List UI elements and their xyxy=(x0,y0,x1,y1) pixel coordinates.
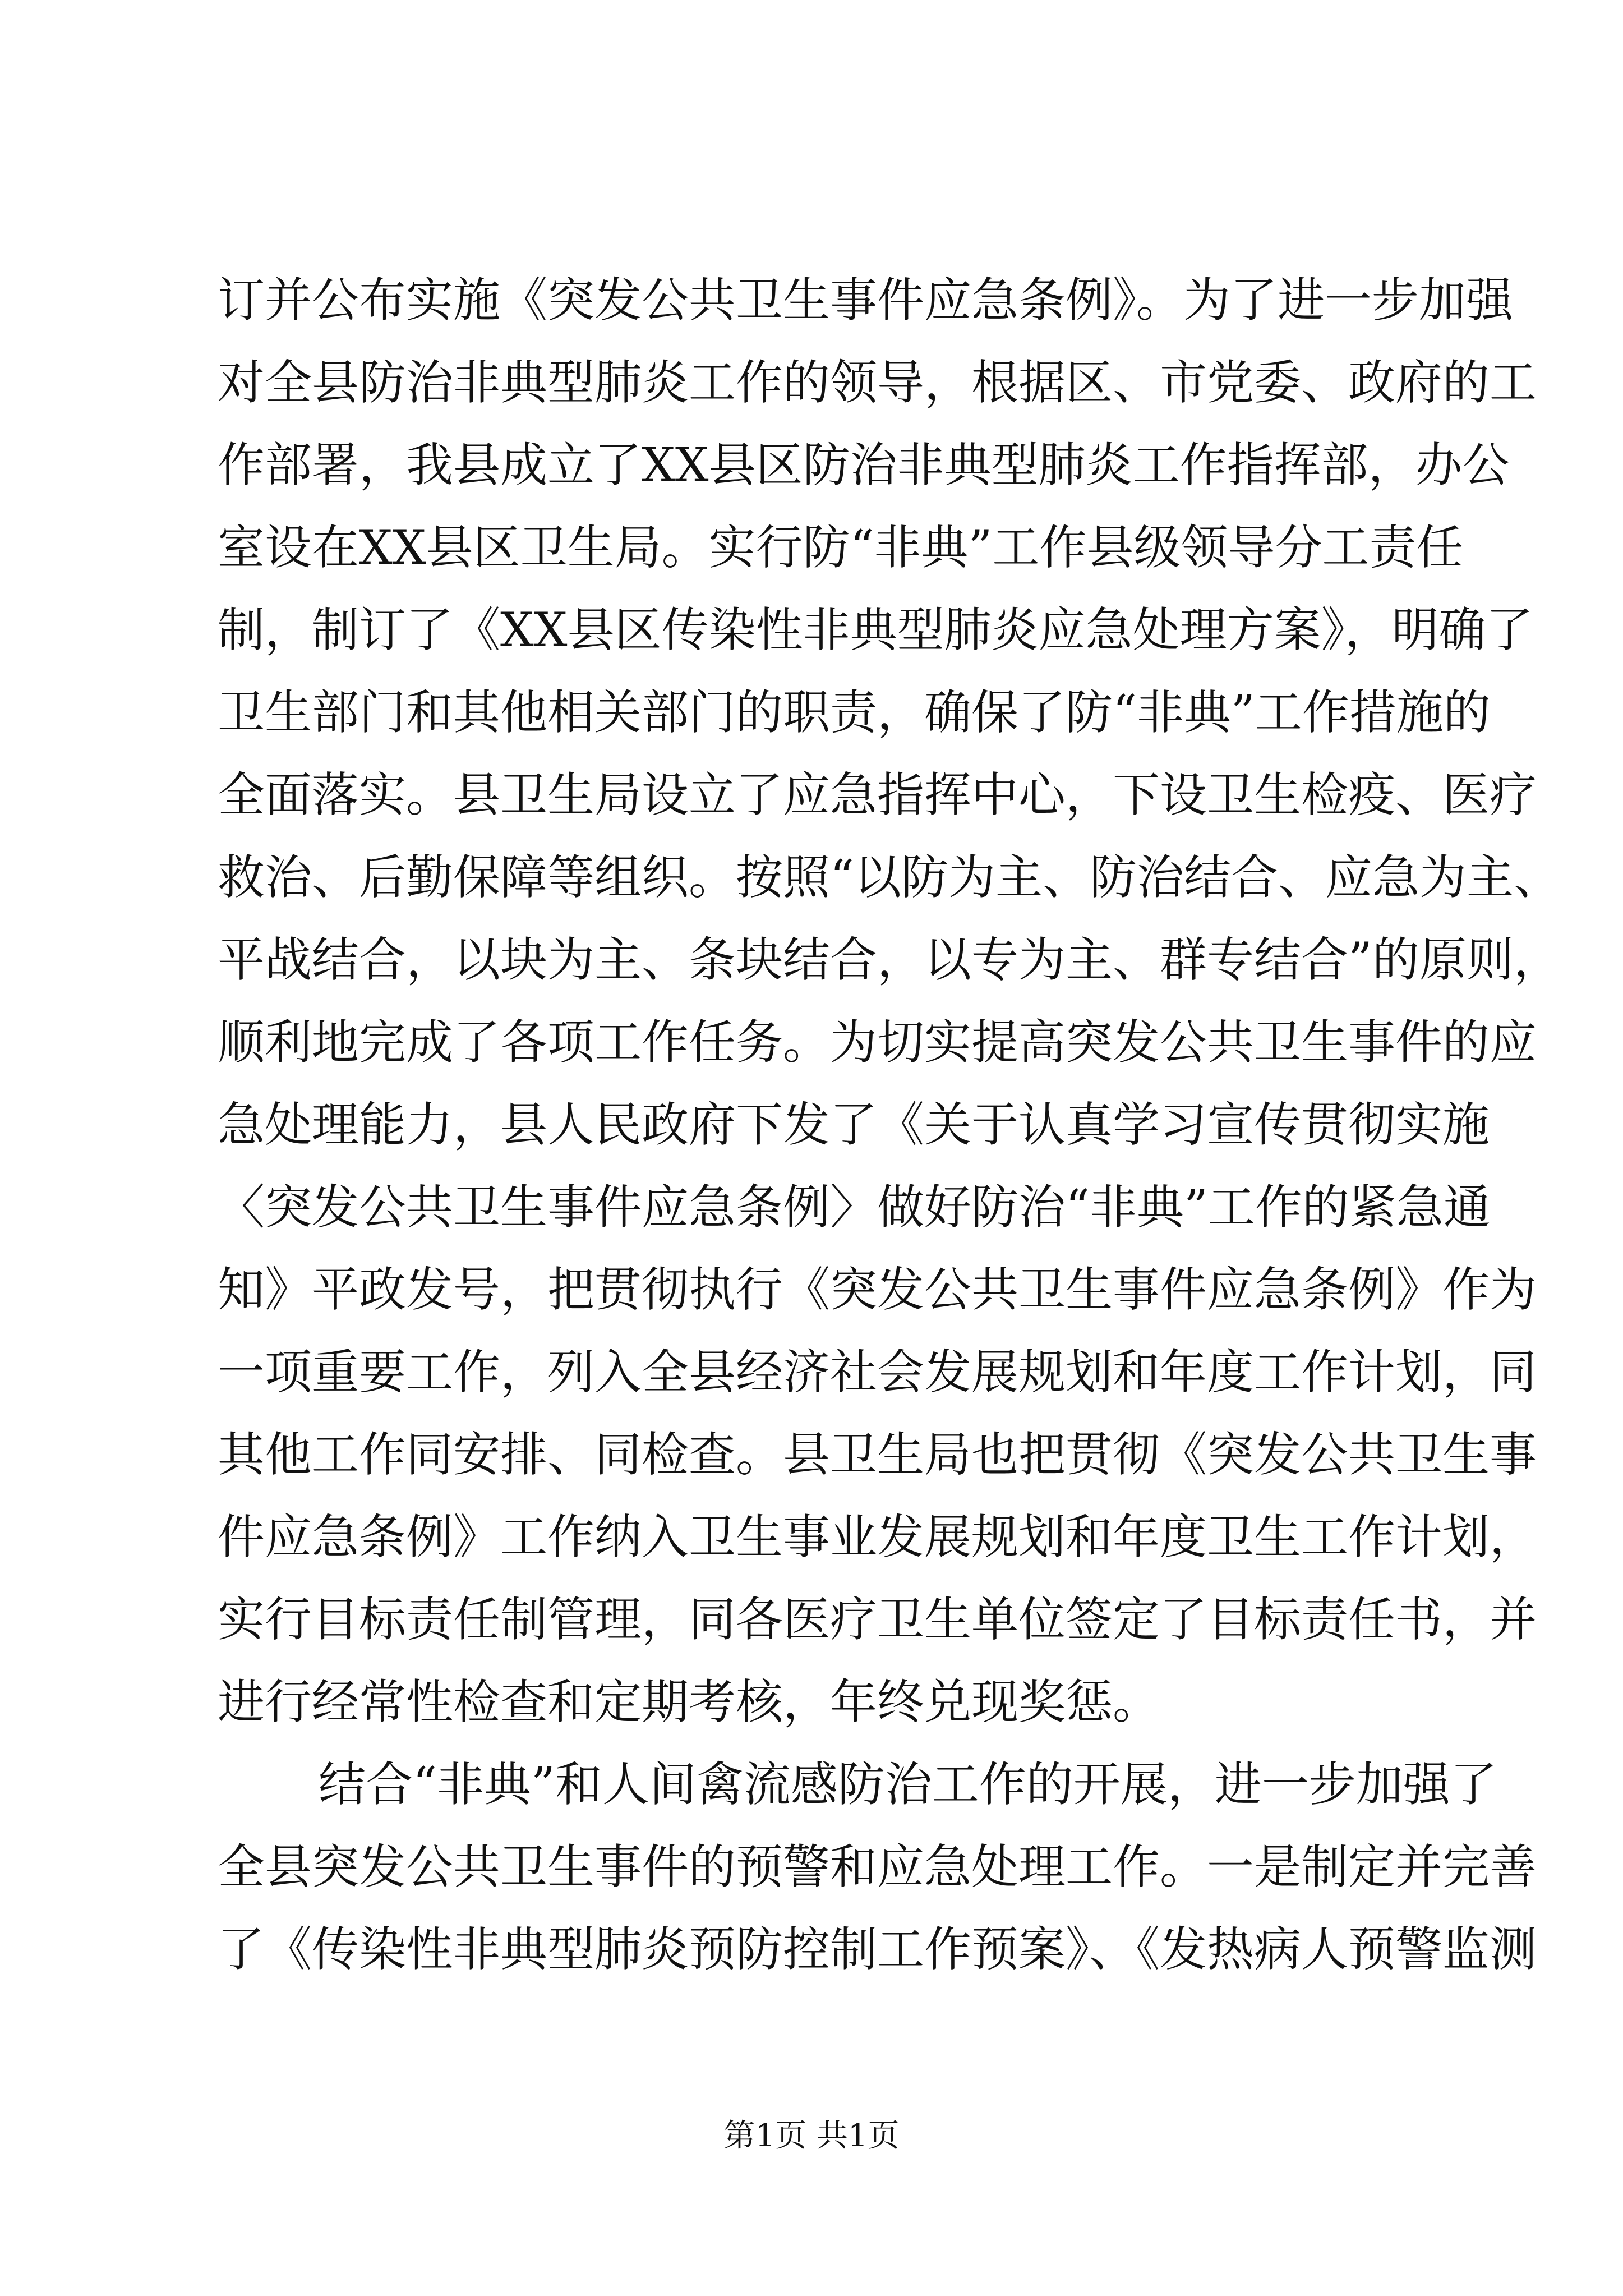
page-footer: 第1页 共1页 xyxy=(723,2118,900,2154)
text-line: 进行经常性检查和定期考核，年终兑现奖惩。 xyxy=(218,1674,1160,1729)
text-line: 订并公布实施《突发公共卫生事件应急条例》。为了进一步加强 xyxy=(218,273,1514,328)
text-line: 对全县防治非典型肺炎工作的领导，根据区、市党委、政府的工 xyxy=(218,355,1537,410)
text-line: 救治、后勤保障等组织。按照“以防为主、防治结合、应急为主、 xyxy=(218,850,1561,905)
text-line: 全县突发公共卫生事件的预警和应急处理工作。一是制定并完善 xyxy=(218,1839,1537,1894)
text-line: 全面落实。县卫生局设立了应急指挥中心，下设卫生检疫、医疗 xyxy=(218,767,1537,822)
text-line: 了《传染性非典型肺炎预防控制工作预案》、《发热病人预警监测 xyxy=(218,1922,1537,1977)
body-text xyxy=(218,259,1561,1991)
text-line: 件应急条例》工作纳入卫生事业发展规划和年度卫生工作计划， xyxy=(218,1510,1537,1565)
text-line: 实行目标责任制管理，同各医疗卫生单位签定了目标责任书，并 xyxy=(218,1592,1537,1647)
text-line: 急处理能力，县人民政府下发了《关于认真学习宣传贯彻实施 xyxy=(218,1097,1490,1152)
text-line: 平战结合，以块为主、条块结合，以专为主、群专结合”的原则， xyxy=(218,932,1561,987)
paragraph-start-line: 结合“非典”和人间禽流感防治工作的开展，进一步加强了 xyxy=(319,1757,1497,1812)
text-line: 顺利地完成了各项工作任务。为切实提高突发公共卫生事件的应 xyxy=(218,1015,1537,1070)
text-line: 室设在XX县区卫生局。实行防“非典”工作县级领导分工责任 xyxy=(218,520,1464,575)
text-line: 卫生部门和其他相关部门的职责，确保了防“非典”工作措施的 xyxy=(218,685,1491,740)
text-line: 其他工作同安排、同检查。县卫生局也把贯彻《突发公共卫生事 xyxy=(218,1427,1537,1482)
text-line: 作部署，我县成立了XX县区防治非典型肺炎工作指挥部，办公 xyxy=(218,438,1510,493)
text-line: 一项重要工作，列入全县经济社会发展规划和年度工作计划，同 xyxy=(218,1345,1537,1400)
text-line: 知》平政发号，把贯彻执行《突发公共卫生事件应急条例》作为 xyxy=(218,1262,1537,1317)
text-line: 制，制订了《XX县区传染性非典型肺炎应急处理方案》，明确了 xyxy=(218,602,1533,657)
text-line: 〈突发公共卫生事件应急条例〉做好防治“非典”工作的紧急通 xyxy=(218,1180,1491,1235)
